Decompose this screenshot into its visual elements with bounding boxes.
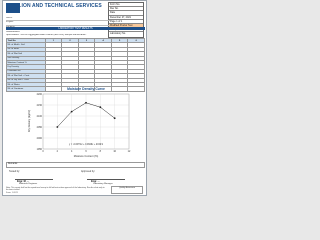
table-cell: 1 [45, 39, 62, 43]
id-row: Rev No. [109, 7, 143, 11]
row-label: Wt. of Water [7, 82, 46, 86]
row-label: Wt. of Dry Soil + Cont. [7, 78, 46, 82]
id-row: December 27, 2021 [109, 16, 143, 20]
x-tick-label: 6 [85, 150, 87, 154]
row-label: Container No. [7, 69, 46, 73]
spec-row: Specification: Test for Aggregate Base Course (Item 201) Sample Identification: [6, 34, 87, 36]
moisture-density-chart [25, 85, 133, 161]
x-tick-label: 8 [99, 150, 102, 154]
table-cell: 3 [78, 39, 95, 43]
specification-block [6, 31, 145, 37]
tested-by-label: Tested by: [9, 170, 20, 173]
data-point [114, 117, 116, 119]
row-label: Dry Density [7, 65, 46, 69]
id-row: Laboratory No. [110, 32, 126, 36]
data-point [56, 126, 58, 128]
row-label: Wet Density [7, 56, 46, 60]
x-tick-label: 0 [42, 150, 44, 154]
table-cell: 4 [95, 39, 112, 43]
x-tick-label: 12 [127, 150, 131, 154]
y-tick-label: 2000 [36, 136, 42, 140]
footnote: Note: This report shall not be reproduced except in full without written approval of the laboratory. Results relate only to the items tested. [6, 187, 105, 192]
x-tick-label: 4 [70, 150, 73, 154]
id-row: Page 1 of 1 [109, 20, 143, 24]
section-title: LABORATORY TEST RESULTS [6, 27, 145, 30]
y-axis-label: Dry Density (kg/m³) [28, 109, 31, 133]
data-point [85, 102, 87, 104]
chart-title: Moisture Density Curve [67, 87, 105, 91]
quality-box: Quality Assurance [111, 186, 143, 194]
row-label: Wt. of Mold + Soil [7, 43, 46, 47]
y-tick-label: 2150 [36, 103, 42, 107]
table-cell: 6 [128, 39, 145, 43]
x-axis-label: Moisture Content (%) [73, 155, 99, 158]
approved-by-label: Approved by: [81, 170, 96, 173]
table-cell: 2 [62, 39, 79, 43]
id-row: Form No. [109, 3, 143, 7]
info-line: Client: [6, 17, 110, 21]
form-code: Form: 1-2021 [6, 192, 19, 194]
id-row: Date [109, 11, 143, 15]
row-label: Moisture Content % [7, 60, 46, 64]
approved-by-role: Laboratory Manager [93, 183, 113, 185]
approved-by-name: Engr. ... [91, 180, 100, 183]
trend-equation: y = -0.0079x² + 0.0629x + 2019.9 [69, 144, 103, 146]
test-name: Modified Proctor Test [109, 24, 143, 28]
y-tick-label: 2200 [36, 92, 42, 96]
y-tick-label: 2050 [36, 125, 42, 129]
x-tick-label: 2 [56, 150, 59, 154]
x-tick-label: 10 [113, 150, 117, 154]
y-tick-label: 1950 [36, 147, 42, 151]
report-title: ...ION AND TECHNICAL SERVICES [17, 3, 102, 9]
row-label: Wt. of Container [7, 87, 46, 91]
tested-by-name: Engr. M. ... [17, 180, 29, 183]
spec-row: Classification: [6, 31, 21, 33]
data-point [99, 106, 101, 108]
y-tick-label: 2100 [36, 114, 42, 118]
row-label: Wt. of Mold [7, 47, 46, 51]
info-line: Project: [6, 21, 110, 25]
tested-by-role: Materials Engineer [19, 183, 38, 185]
row-label: Trial No. [7, 39, 46, 43]
row-label: Wt. of Wet Soil [7, 52, 46, 56]
row-label: Wt. of Wet Soil + Cont. [7, 74, 46, 78]
report-sheet [2, 0, 147, 196]
remarks-box: Remarks: [6, 162, 145, 168]
data-point [71, 111, 73, 113]
table-cell: 5 [111, 39, 128, 43]
test-data-table [6, 38, 145, 92]
